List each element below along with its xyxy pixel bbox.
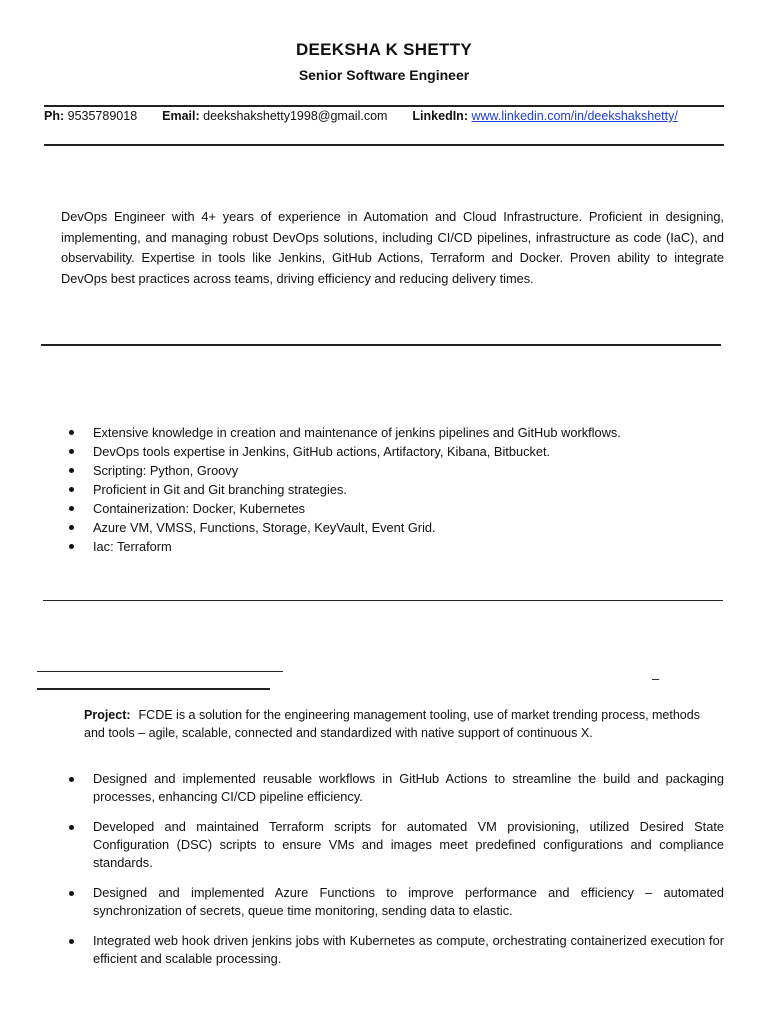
contact-line [44, 109, 678, 123]
list-item [60, 818, 724, 872]
bullet-icon [69, 777, 74, 782]
list-item [60, 423, 740, 442]
list-item [60, 480, 740, 499]
list-item [60, 884, 724, 920]
bullet-icon [69, 544, 74, 549]
bullet-icon [69, 430, 74, 435]
professional-summary: DevOps Engineer with 4+ years of experience in Automation and Cloud Infrastructure. Proficient in designing, implementing, and managing robust DevOps solutions, including CI/CD pipelines, infrastructure as code (IaC), and observability. Expertise in tools like Jenkins, GitHub Actions, Terraform and Docker. Proven ability to integrate DevOps best practices across teams, driving efficiency and reducing delivery times. [61, 209, 724, 287]
candidate-name: DEEKSHA K SHETTY [295, 40, 473, 59]
summary-rule [41, 344, 721, 346]
bullet-icon [69, 487, 74, 492]
experience-text: Designed and implemented reusable workflows in GitHub Actions to streamline the build and packaging processes, enhancing CI/CD pipeline efficiency. [93, 771, 724, 804]
project-text: FCDE is a solution for the engineering management tooling, use of market trending process, methods and tools – agile, scalable, connected and standardized with native support of continuous X. [84, 708, 700, 740]
list-item [60, 518, 740, 537]
project-label: Project: [84, 708, 131, 722]
skill-text: Scripting: Python, Groovy [93, 463, 239, 478]
header-rule-top [44, 105, 724, 107]
experience-text: Designed and implemented Azure Functions to improve performance and efficiency – automated synchronization of secrets, queue time monitoring, sending data to elastic. [93, 885, 724, 918]
skills-rule [43, 600, 723, 601]
list-item [60, 932, 724, 968]
bullet-icon [69, 525, 74, 530]
skill-text: Azure VM, VMSS, Functions, Storage, KeyVault, Event Grid. [93, 520, 436, 535]
experience-bullets [60, 770, 724, 980]
experience-text: Developed and maintained Terraform scripts for automated VM provisioning, utilized Desired State Configuration (DSC) scripts to ensure VMs and images meet predefined configurations and compliance standards. [93, 819, 724, 870]
skills-list [60, 423, 740, 556]
bullet-icon [69, 891, 74, 896]
email-value: deekshakshetty1998@gmail.com [203, 109, 388, 123]
job-title: Senior Software Engineer [298, 67, 470, 83]
list-item [60, 442, 740, 461]
bullet-icon [69, 449, 74, 454]
skill-text: Iac: Terraform [93, 539, 172, 554]
list-item [60, 499, 740, 518]
skill-text: DevOps tools expertise in Jenkins, GitHub actions, Artifactory, Kibana, Bitbucket. [93, 444, 551, 459]
project-description [84, 707, 704, 742]
experience-text: Integrated web hook driven jenkins jobs with Kubernetes as compute, orchestrating containerized execution for efficient and scalable processing. [93, 933, 724, 966]
bullet-icon [69, 468, 74, 473]
list-item [60, 770, 724, 806]
linkedin-label: LinkedIn: [412, 109, 468, 123]
header-rule-bottom [44, 144, 724, 146]
skill-text: Proficient in Git and Git branching strategies. [93, 482, 347, 497]
company-rule [37, 671, 283, 672]
bullet-icon [69, 506, 74, 511]
date-dash: – [652, 671, 660, 686]
bullet-icon [69, 939, 74, 944]
list-item [60, 461, 740, 480]
list-item [60, 537, 740, 556]
phone-label: Ph: [44, 109, 65, 123]
skill-text: Extensive knowledge in creation and maintenance of jenkins pipelines and GitHub workflows. [93, 425, 621, 440]
email-label: Email: [162, 109, 200, 123]
bullet-icon [69, 825, 74, 830]
skill-text: Containerization: Docker, Kubernetes [93, 501, 305, 516]
linkedin-link[interactable]: www.linkedin.com/in/deekshakshetty/ [471, 109, 678, 123]
role-rule [37, 688, 270, 690]
phone-value: 9535789018 [67, 109, 138, 123]
